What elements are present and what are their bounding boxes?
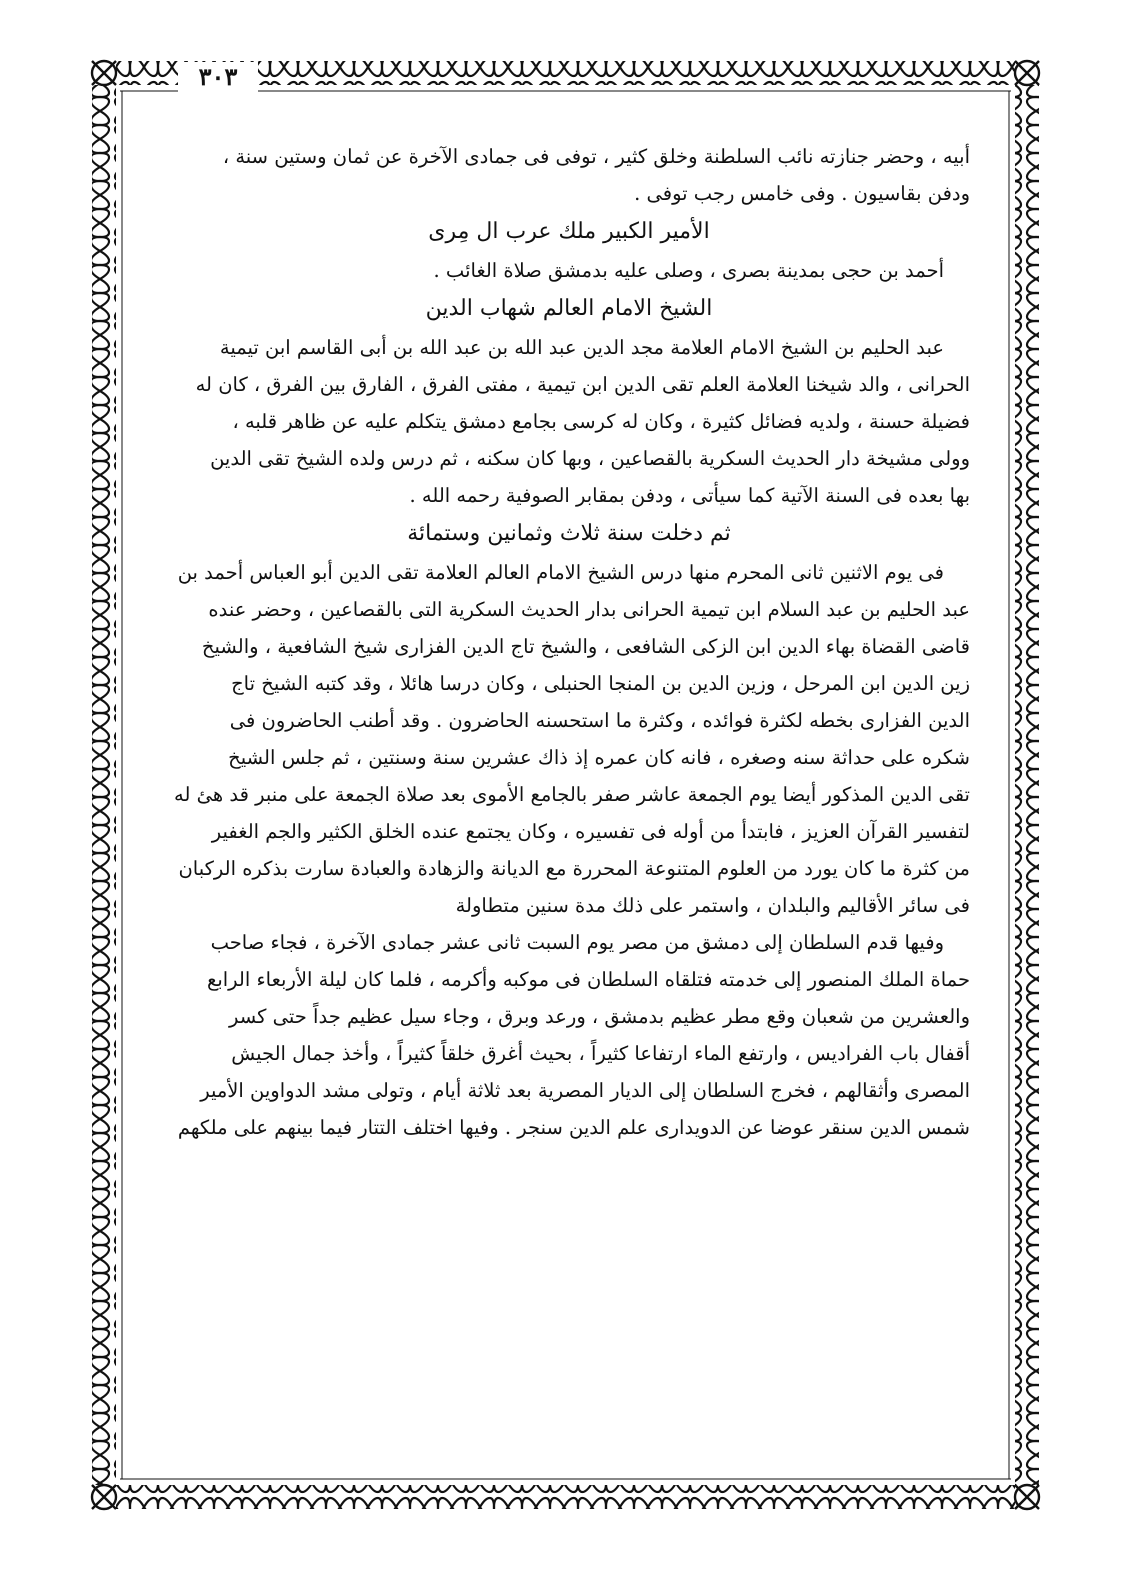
text-line: فى سائر الأقاليم والبلدان ، واستمر على ذلك مدة سنين متطاولة bbox=[455, 894, 970, 917]
text-line: عبد الحليم بن عبد السلام ابن تيمية الحرانى بدار الحديث السكرية التى بالقصاعين ، وحضر عنده bbox=[208, 598, 970, 621]
section-heading: ثم دخلت سنة ثلاث وثمانين وستمائة bbox=[407, 521, 731, 546]
page-body-text bbox=[168, 138, 970, 1478]
text-line: ودفن بقاسيون . وفى خامس رجب توفى . bbox=[634, 182, 970, 205]
text-line: شكره على حداثة سنه وصغره ، فانه كان عمره إذ ذاك عشرين سنة وسنتين ، ثم جلس الشيخ bbox=[228, 746, 970, 769]
text-line: حماة الملك المنصور إلى خدمته فتلقاه السلطان فى موكبه وأكرمه ، فلما كان ليلة الأربعاء الرابع bbox=[206, 968, 970, 991]
text-line: فى يوم الاثنين ثانى المحرم منها درس الشيخ الامام العالم العلامة تقى الدين أبو العباس أحمد بن bbox=[177, 561, 944, 584]
page-number: ٣٠٣ bbox=[178, 62, 258, 92]
section-heading: الأمير الكبير ملك عرب ال مِرى bbox=[428, 219, 710, 244]
text-line: بها بعده فى السنة الآتية كما سيأتى ، ودفن بمقابر الصوفية رحمه الله . bbox=[409, 484, 970, 507]
text-line: قاضى القضاة بهاء الدين ابن الزكى الشافعى ، والشيخ تاج الدين الفزارى شيخ الشافعية ، والشيخ bbox=[201, 635, 970, 658]
text-line: زين الدين ابن المرحل ، وزين الدين بن المنجا الحنبلى ، وكان درسا هائلا ، وقد كتبه الشيخ تاج bbox=[231, 672, 970, 695]
text-line: وفيها قدم السلطان إلى دمشق من مصر يوم السبت ثانى عشر جمادى الآخرة ، فجاء صاحب bbox=[210, 931, 944, 954]
text-line: المصرى وأثقالهم ، فخرج السلطان إلى الديار المصرية بعد ثلاثة أيام ، وتولى مشد الدواوين الأمير bbox=[200, 1079, 970, 1102]
text-line: تقى الدين المذكور أيضا يوم الجمعة عاشر صفر بالجامع الأموى بعد صلاة الجمعة على منبر قد هئ له bbox=[174, 783, 970, 806]
text-line: أبيه ، وحضر جنازته نائب السلطنة وخلق كثير ، توفى فى جمادى الآخرة عن ثمان وستين سنة ، bbox=[222, 145, 970, 168]
text-line: أحمد بن حجى بمدينة بصرى ، وصلى عليه بدمشق صلاة الغائب . bbox=[433, 259, 944, 282]
text-line: شمس الدين سنقر عوضا عن الدويدارى علم الدين سنجر . وفيها اختلف التتار فيما بينهم على ملكهم bbox=[177, 1116, 970, 1139]
text-line: لتفسير القرآن العزيز ، فابتدأ من أوله فى تفسيره ، وكان يجتمع عنده الخلق الكثير والجم الغفير bbox=[211, 820, 970, 843]
text-line: الحرانى ، والد شيخنا العلامة العلم تقى الدين ابن تيمية ، مفتى الفرق ، الفارق بين الفرق ، كان له bbox=[195, 373, 970, 396]
text-line: فضيلة حسنة ، ولديه فضائل كثيرة ، وكان له كرسى بجامع دمشق يتكلم عليه عن ظاهر قلبه ، bbox=[232, 410, 970, 433]
text-line: من كثرة ما كان يورد من العلوم المتنوعة المحررة مع الديانة والزهادة والعبادة سارت بذكره الركبان bbox=[178, 857, 970, 880]
text-line: أقفال باب الفراديس ، وارتفع الماء ارتفاعا كثيراً ، بحيث أغرق خلقاً كثيراً ، وأخذ جمال الجيش bbox=[231, 1042, 970, 1065]
text-line: عبد الحليم بن الشيخ الامام العلامة مجد الدين عبد الله بن عبد الله بن أبى القاسم ابن تيمية bbox=[219, 336, 944, 359]
text-line: الدين الفزارى بخطه لكثرة فوائده ، وكثرة ما استحسنه الحاضرون . وقد أطنب الحاضرون فى bbox=[229, 709, 970, 732]
section-heading: الشيخ الامام العالم شهاب الدين bbox=[425, 296, 713, 321]
text-line: وولى مشيخة دار الحديث السكرية بالقصاعين ، وبها كان سكنه ، ثم درس ولده الشيخ تقى الدين bbox=[210, 447, 970, 470]
text-line: والعشرين من شعبان وقع مطر عظيم بدمشق ، ورعد وبرق ، وجاء سيل عظيم جداً حتى كسر bbox=[229, 1005, 970, 1028]
